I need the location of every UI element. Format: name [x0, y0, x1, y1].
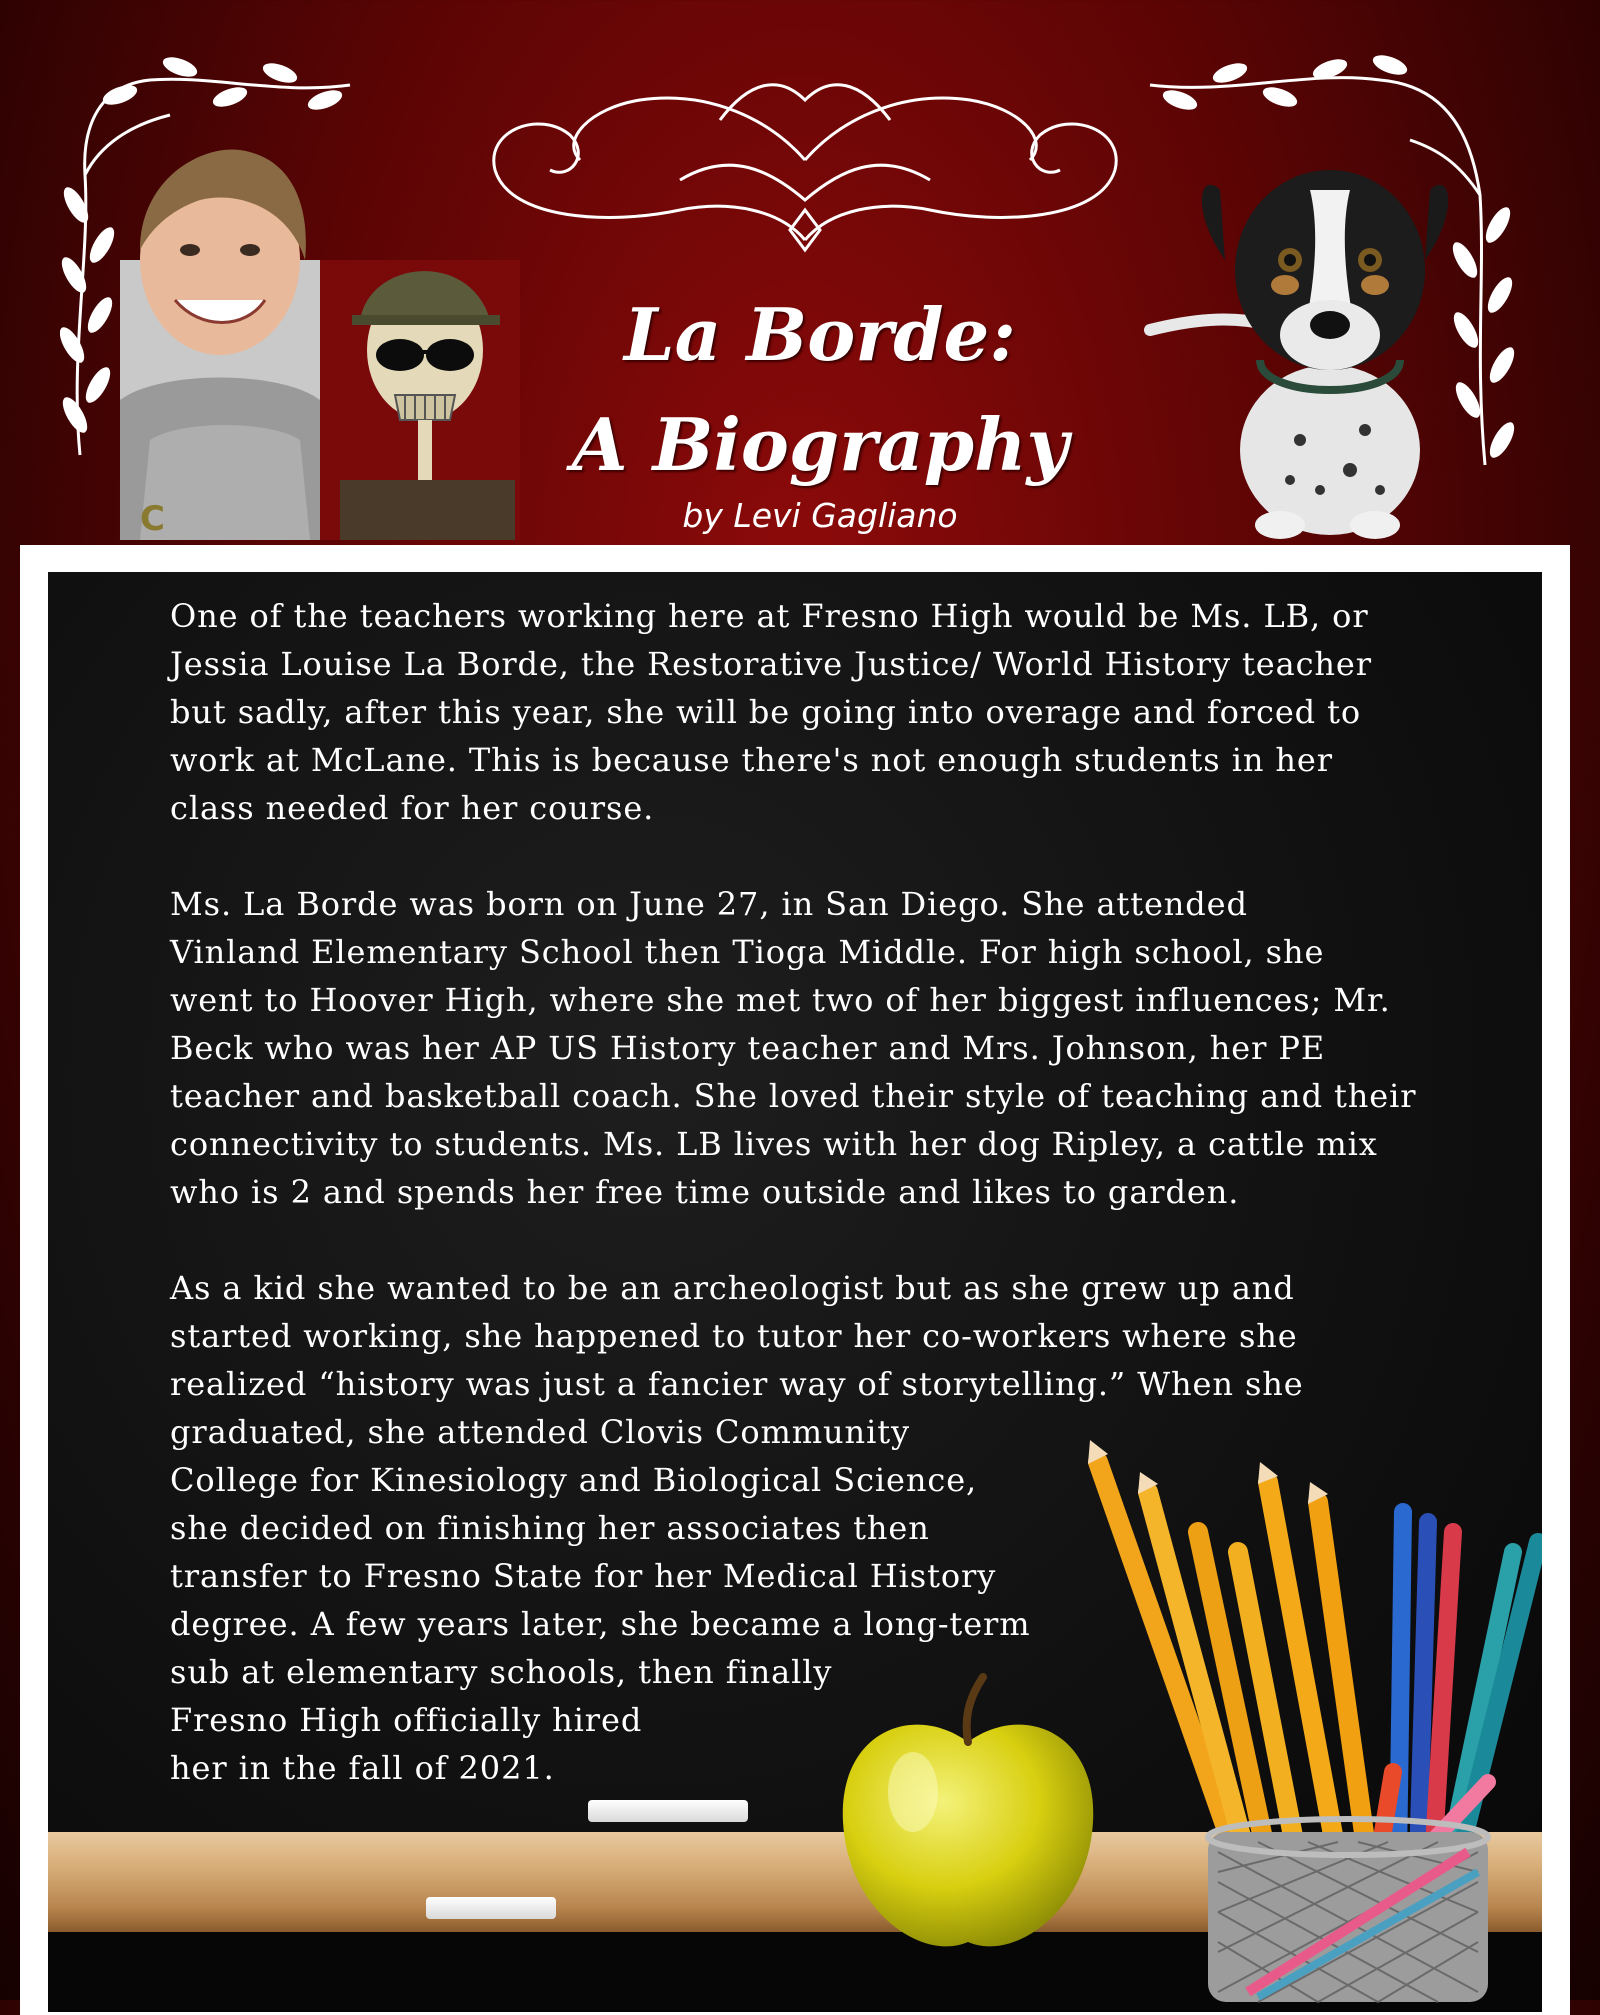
title-line-1: La Borde: [624, 292, 1016, 377]
text-line: Ms. La Borde was born on June 27, in San Diego. She attended [170, 885, 1248, 923]
center-flourish-ornament [480, 60, 1130, 260]
byline: by Levi Gagliano [682, 496, 958, 535]
text-line: class needed for her course. [170, 789, 655, 827]
text-line: went to Hoover High, where she met two of her biggest influences; Mr. [170, 981, 1391, 1019]
text-line: her in the fall of 2021. [170, 1749, 555, 1787]
paragraph-2 [118, 880, 1528, 1216]
text-line: connectivity to students. Ms. LB lives with her dog Ripley, a cattle mix [170, 1125, 1378, 1163]
teacher-photo [120, 140, 520, 540]
text-line: she decided on finishing her associates then [170, 1509, 930, 1547]
text-line: graduated, she attended Clovis Community [170, 1413, 910, 1451]
chalkboard [48, 572, 1542, 2012]
header [0, 0, 1600, 545]
text-line: realized “history was just a fancier way of storytelling.” When she [170, 1365, 1304, 1403]
chalk-piece [588, 1800, 748, 1822]
text-line: Beck who was her AP US History teacher and Mrs. Johnson, her PE [170, 1029, 1326, 1067]
dog-photo [1130, 150, 1460, 540]
svg-text:C: C [140, 499, 165, 539]
text-line: degree. A few years later, she became a long-term [170, 1605, 1031, 1643]
text-line: College for Kinesiology and Biological Science, [170, 1461, 978, 1499]
text-line: sub at elementary schools, then finally [170, 1653, 833, 1691]
text-line: work at McLane. This is because there's not enough students in her [170, 741, 1333, 779]
text-line: but sadly, after this year, she will be going into overage and forced to [170, 693, 1362, 731]
page-title [500, 280, 1140, 500]
title-line-2: A Biography [571, 402, 1069, 487]
text-line: Jessia Louise La Borde, the Restorative Justice/ World History teacher [170, 645, 1372, 683]
text-line: started working, she happened to tutor her co-workers where she [170, 1317, 1298, 1355]
text-line: One of the teachers working here at Fresno High would be Ms. LB, or [170, 597, 1369, 635]
text-line: teacher and basketball coach. She loved their style of teaching and their [170, 1077, 1417, 1115]
text-line: As a kid she wanted to be an archeologist but as she grew up and [170, 1269, 1295, 1307]
paragraph-1 [118, 592, 1528, 832]
text-line: Fresno High officially hired [170, 1701, 643, 1739]
text-line: transfer to Fresno State for her Medical History [170, 1557, 997, 1595]
pencil-cup-icon [1038, 1392, 1542, 2012]
chalk-piece [426, 1897, 556, 1919]
text-line: Vinland Elementary School then Tioga Middle. For high school, she [170, 933, 1325, 971]
text-line: who is 2 and spends her free time outside and likes to garden. [170, 1173, 1240, 1211]
